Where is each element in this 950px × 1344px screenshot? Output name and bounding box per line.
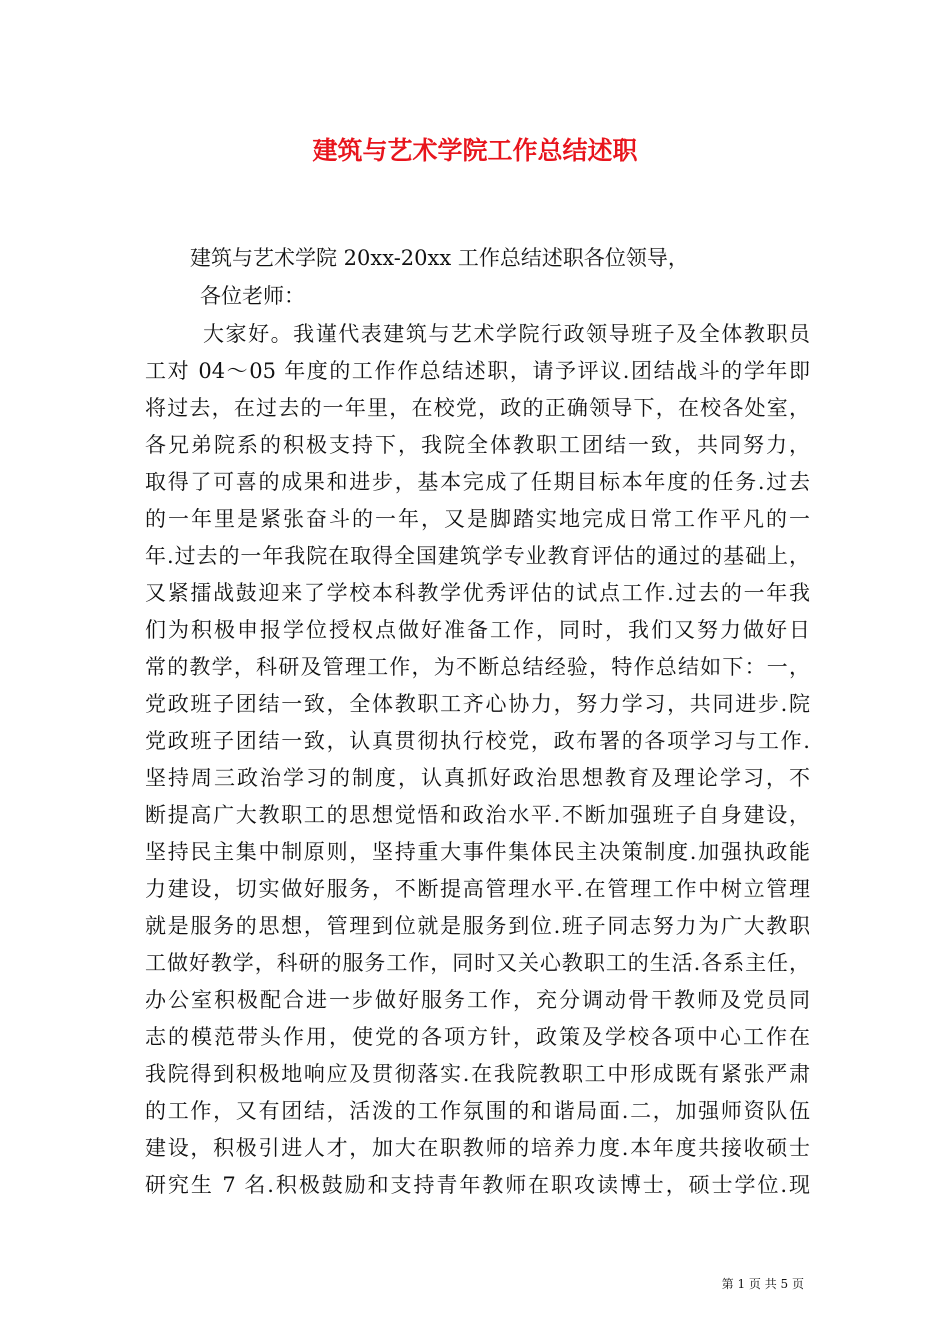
body-line: 各兄弟院系的积极支持下，我院全体教职工团结一致，共同努力， [145,433,810,457]
salutation: 各位老师： [200,284,305,308]
body-line: 就是服务的思想，管理到位就是服务到位.班子同志努力为广大教职 [145,914,810,938]
body-line: 常的教学，科研及管理工作，为不断总结经验，特作总结如下：一， [145,655,810,679]
body-line: 大家好。我谨代表建筑与艺术学院行政领导班子及全体教职员 [203,322,810,346]
body-line: 的工作，又有团结，活泼的工作氛围的和谐局面.二，加强师资队伍 [145,1099,810,1123]
body-line: 研究生 7 名.积极鼓励和支持青年教师在职攻读博士，硕士学位.现 [145,1173,810,1197]
body-line: 将过去，在过去的一年里，在校党，政的正确领导下，在校各处室， [145,396,810,420]
body-line: 取得了可喜的成果和进步，基本完成了任期目标本年度的任务.过去 [145,470,810,494]
body-line: 又紧擂战鼓迎来了学校本科教学优秀评估的试点工作.过去的一年我 [145,581,810,605]
body-line: 坚持周三政治学习的制度，认真抓好政治思想教育及理论学习，不 [145,766,810,790]
opening-line: 建筑与艺术学院 20xx-20xx 工作总结述职各位领导， [190,246,689,270]
page-number: 第 1 页 共 5 页 [721,1277,804,1291]
body-line: 工做好教学，科研的服务工作，同时又关心教职工的生活.各系主任， [145,951,810,975]
body-line: 办公室积极配合进一步做好服务工作，充分调动骨干教师及党员同 [145,988,810,1012]
body-line: 工对 04～05 年度的工作作总结述职，请予评议.团结战斗的学年即 [145,359,810,383]
body-line: 坚持民主集中制原则，坚持重大事件集体民主决策制度.加强执政能 [145,840,810,864]
page-title: 建筑与艺术学院工作总结述职 [312,136,638,165]
body-line: 断提高广大教职工的思想觉悟和政治水平.不断加强班子自身建设， [145,803,810,827]
body-line: 党政班子团结一致，全体教职工齐心协力，努力学习，共同进步.院 [145,692,810,716]
body-line: 志的模范带头作用，使党的各项方针，政策及学校各项中心工作在 [145,1025,810,1049]
body-line: 力建设，切实做好服务，不断提高管理水平.在管理工作中树立管理 [145,877,810,901]
body-line: 建设，积极引进人才，加大在职教师的培养力度.本年度共接收硕士 [145,1136,810,1160]
body-line: 年.过去的一年我院在取得全国建筑学专业教育评估的通过的基础上， [145,544,810,568]
body-line: 我院得到积极地响应及贯彻落实.在我院教职工中形成既有紧张严肃 [145,1062,810,1086]
body-line: 们为积极申报学位授权点做好准备工作，同时，我们又努力做好日 [145,618,810,642]
body-line: 的一年里是紧张奋斗的一年，又是脚踏实地完成日常工作平凡的一 [145,507,810,531]
body-line: 党政班子团结一致，认真贯彻执行校党，政布署的各项学习与工作. [145,729,810,753]
